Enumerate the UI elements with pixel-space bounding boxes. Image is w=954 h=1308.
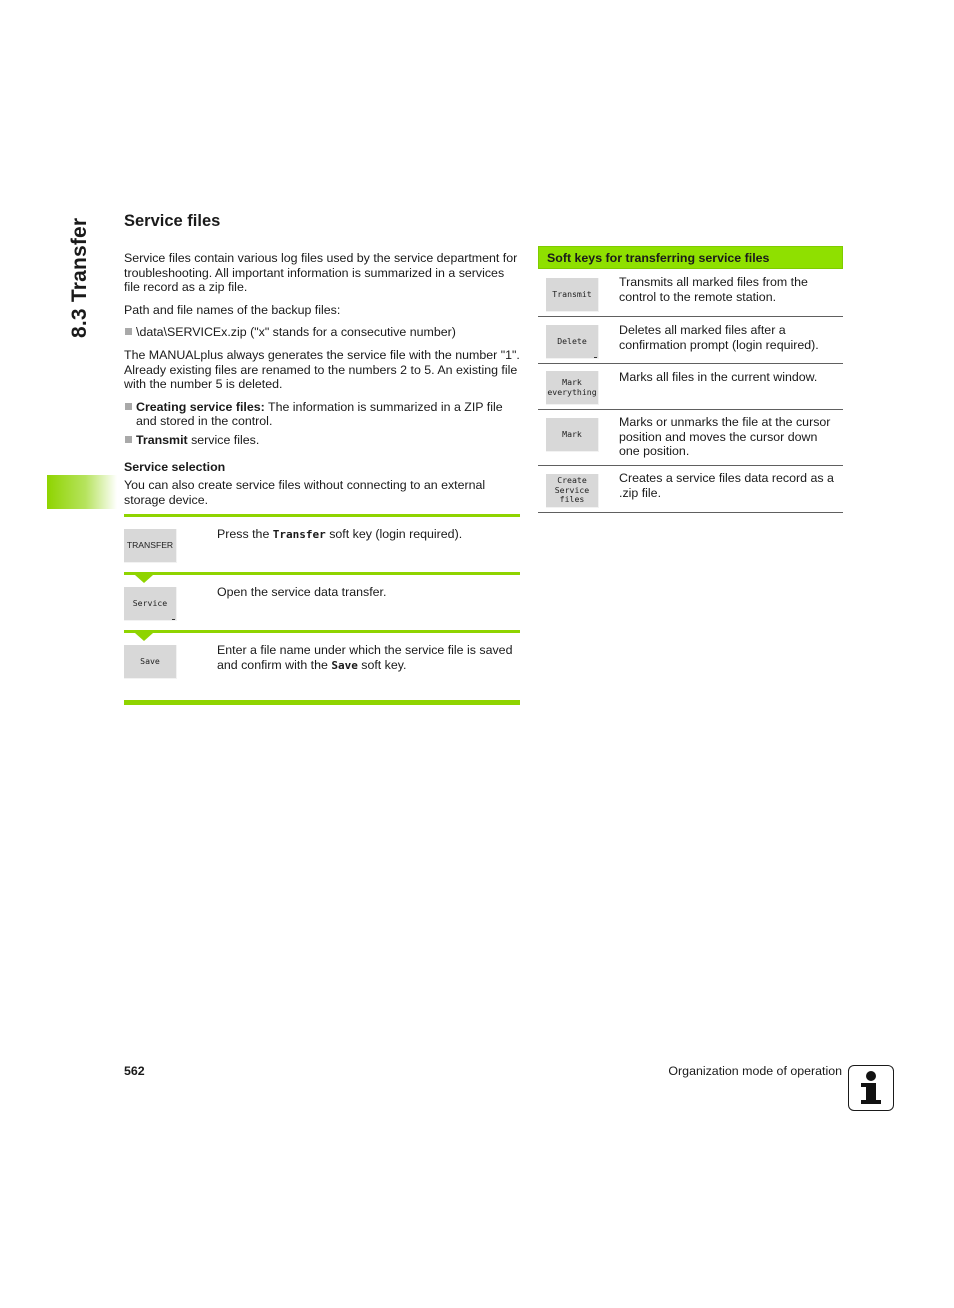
bullet-creating-text: The information is summarized in a ZIP file and stored in the control.: [136, 399, 503, 429]
softkey-table: [538, 246, 843, 513]
transmit-softkey[interactable]: Transmit: [546, 278, 599, 312]
step-3: [124, 633, 520, 700]
table-row-text: Marks all files in the current window.: [619, 370, 818, 384]
submenu-marker-icon: [594, 357, 597, 358]
table-row: [538, 269, 843, 317]
chapter-tab-marker: [47, 475, 117, 509]
step-1-post: soft key (login required).: [325, 527, 463, 541]
transfer-softkey[interactable]: TRANSFER: [124, 529, 177, 563]
path-item-text: \data\SERVICEx.zip ("x" stands for a consecutive number): [136, 325, 456, 340]
table-row: [538, 317, 843, 364]
section-title: Service files: [124, 212, 221, 230]
service-softkey-label: Service: [132, 597, 168, 608]
section-body: [124, 211, 520, 507]
softkey-label-line: Create: [557, 475, 587, 486]
service-selection-text: You can also create service files without connecting to an external storage device.: [124, 478, 486, 507]
numbering-paragraph: The MANUALplus always generates the service file with the number "1". Already existing files are renamed to the numbers 2 to 5. An existing file with the number 5 is deleted.: [124, 347, 520, 392]
softkey-label-line: Service: [554, 484, 590, 495]
step-end-rule: [124, 700, 520, 705]
info-icon-stem: [866, 1083, 876, 1101]
create-service-files-softkey[interactable]: [546, 474, 599, 508]
step-3-code: Save: [331, 658, 358, 672]
bullet-transmit-text: service files.: [187, 432, 260, 447]
step-sequence: [124, 514, 520, 705]
table-row-text: Marks or unmarks the file at the cursor position and moves the cursor down one position.: [619, 415, 831, 459]
page-number: 562: [124, 1064, 145, 1078]
table-row-text: Transmits all marked files from the control to the remote station.: [619, 275, 808, 304]
step-3-pre: Enter a file name under which the service file is saved and confirm with the: [217, 643, 513, 672]
info-icon: [848, 1065, 894, 1111]
chapter-title-text: 8.3 Transfer: [68, 217, 91, 338]
info-icon-base: [861, 1100, 881, 1104]
softkey-label-line: everything: [547, 386, 597, 397]
delete-softkey-label: Delete: [557, 335, 587, 346]
bullet-creating-bold: Creating service files:: [136, 399, 265, 414]
step-3-text: [217, 643, 520, 673]
step-1-code: Transfer: [272, 528, 326, 541]
service-softkey[interactable]: [124, 587, 177, 621]
table-row: [538, 410, 843, 466]
path-item: [124, 325, 520, 340]
submenu-marker-icon: [172, 619, 175, 620]
delete-softkey[interactable]: [546, 325, 599, 359]
table-row: [538, 364, 843, 410]
bullet-transmit: [124, 433, 520, 448]
bullet-creating: [124, 400, 520, 429]
step-2: [124, 575, 520, 630]
table-row-text: Creates a service files data record as a .zip file.: [619, 471, 834, 500]
mark-softkey[interactable]: Mark: [546, 418, 599, 452]
service-selection-title: Service selection: [124, 459, 226, 474]
softkey-label-line: Mark: [562, 377, 582, 388]
step-1-pre: Press the: [217, 527, 273, 541]
table-row-text: Deletes all marked files after a confirmation prompt (login required).: [619, 323, 819, 352]
step-1-text: [217, 527, 520, 543]
info-icon-dot: [866, 1071, 876, 1081]
bullet-transmit-bold: Transmit: [136, 432, 188, 447]
mark-everything-softkey[interactable]: [546, 371, 599, 405]
path-label: Path and file names of the backup files:: [124, 302, 341, 317]
softkey-label-line: files: [559, 494, 585, 505]
chapter-title-vertical: [66, 214, 106, 344]
step-2-text: Open the service data transfer.: [217, 585, 387, 599]
table-row: [538, 466, 843, 513]
intro-paragraph: Service files contain various log files used by the service department for troubleshooting. All important information is summarized in a services file record as a zip file.: [124, 251, 518, 295]
step-1: [124, 517, 520, 572]
save-softkey[interactable]: Save: [124, 645, 177, 679]
softkey-table-header: Soft keys for transferring service files: [538, 246, 843, 269]
footer-chapter: Organization mode of operation: [668, 1064, 842, 1078]
step-3-post: soft key.: [357, 657, 407, 672]
